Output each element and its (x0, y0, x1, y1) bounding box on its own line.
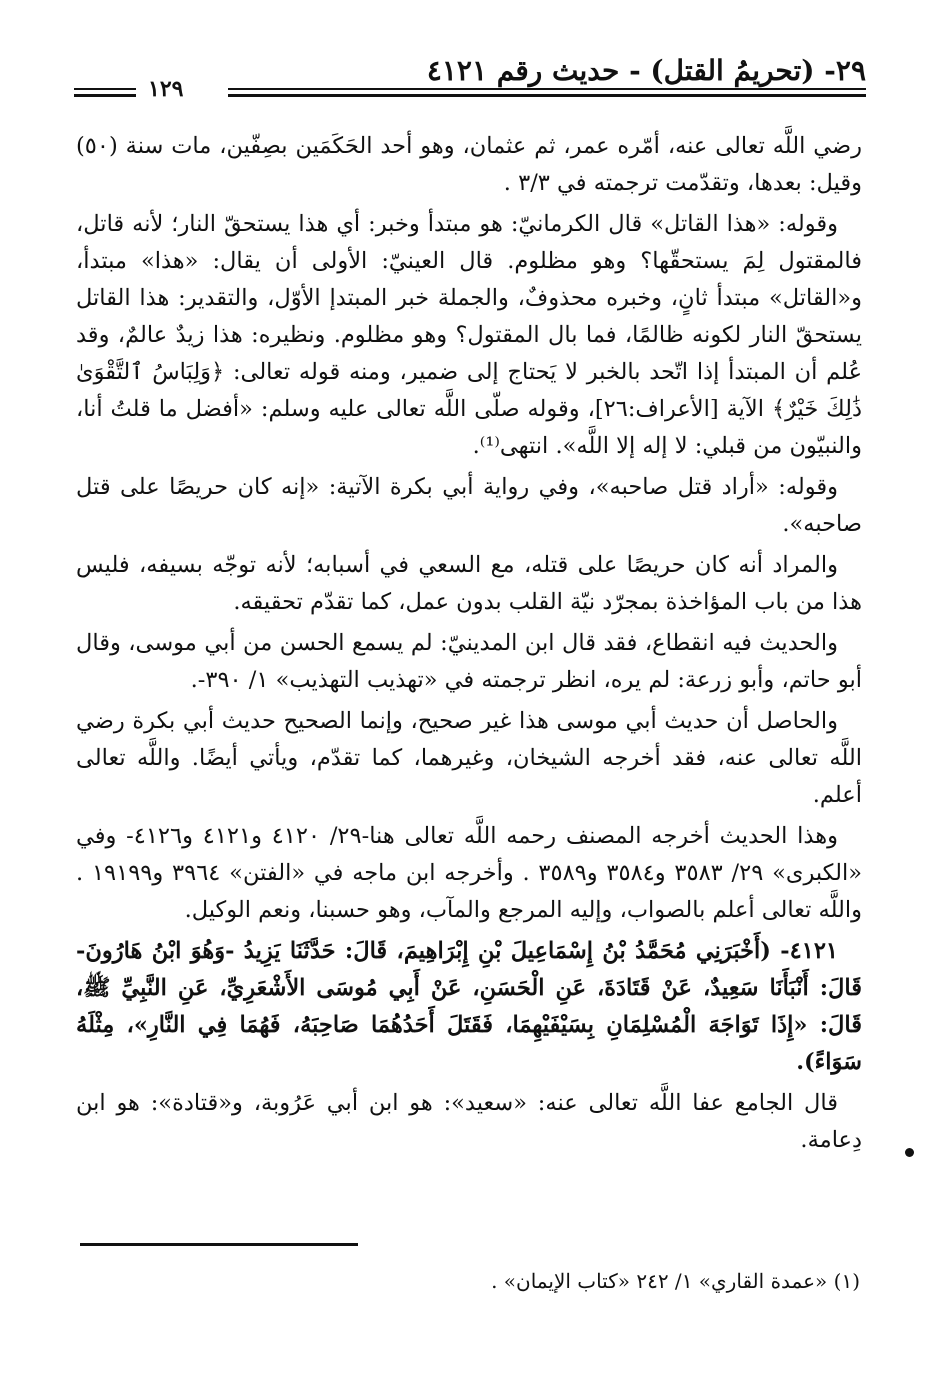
paragraph-sources: وهذا الحديث أخرجه المصنف رحمه اللَّه تعالى هنا-٢٩/ ٤١٢٠ و٤١٢١ و٤١٢٦- وفي «الكبرى» ٢٩/ ٣٥٨٣ و٣٥٨٤ و٣٥٨٩ . وأخرجه ابن ماجه في «الفتن» ٣٩٦٤ و١٩١٩٩ . واللَّه تعالى أعلم بالصواب، وإليه المرجع والمآب، وهو حسبنا، ونعم الوكيل. (76, 823, 862, 923)
footnote-separator (80, 1243, 358, 1246)
paragraph-meaning: والمراد أنه كان حريصًا على قتله، مع السعي في أسبابه؛ لأنه توجّه بسيفه، فليس هذا من باب المؤاخذة بمجرّد نيّة القلب بدون عمل، كما تقدّم تحقيقه. (76, 552, 862, 615)
paragraph-intent-note: وقوله: «أراد قتل صاحبه»، وفي رواية أبي بكرة الآتية: «إنه كان حريصًا على قتل صاحبه». (76, 474, 862, 537)
page-number: ١٢٩ (148, 76, 184, 102)
paragraph-compiler-note: قال الجامع عفا اللَّه تعالى عنه: «سعيد»: هو ابن أبي عَرُوبة، و«قتادة»: هو ابن دِعامة. (76, 1090, 862, 1153)
page-header (70, 52, 866, 100)
header-rule-short-thin (74, 88, 136, 90)
paragraph-narrator-bio: رضي اللَّه تعالى عنه، أمّره عمر، ثم عثمان، وهو أحد الحَكَمَين بصِفّين، مات سنة (٥٠) وقيل: بعدها، وتقدّمت ترجمته في ٣/٣ . (76, 133, 862, 196)
paragraph-conclusion: والحاصل أن حديث أبي موسى هذا غير صحيح، وإنما الصحيح حديث أبي بكرة رضي اللَّه تعالى عنه، فقد أخرجه الشيخان، وغيرهما، كما تقدّم، ويأتي أيضًا. واللَّه تعالى أعلم. (76, 708, 862, 808)
footnote: (١) «عمدة القاري» ١/ ٢٤٢ «كتاب الإيمان» . (491, 1269, 860, 1293)
header-rule-thick (228, 94, 866, 97)
running-title: ٢٩- (تحريمُ القتل) - حديث رقم ٤١٢١ (426, 54, 866, 87)
header-rule-thin (228, 88, 866, 90)
header-rule-short-thick (74, 94, 136, 97)
hadith-4121: ٤١٢١- (أَخْبَرَنِي مُحَمَّدُ بْنُ إِسْمَاعِيلَ بْنِ إِبْرَاهِيمَ، قَالَ: حَدَّثَنَا يَزِيدُ -وَهُوَ ابْنُ هَارُونَ- قَالَ: أَنْبَأَنَا سَعِيدٌ، عَنْ قَتَادَةَ، عَنِ الْحَسَنِ، عَنْ أَبِي مُوسَى الأَشْعَرِيِّ، عَنِ النَّبِيِّ ﷺ، قَالَ: «إِذَا تَوَاجَهَ الْمُسْلِمَانِ بِسَيْفَيْهِمَا، فَقَتَلَ أَحَدُهُمَا صَاحِبَهُ، فَهُمَا فِي النَّارِ»، مِثْلَهُ سَوَاءً). (76, 938, 862, 1075)
margin-bullet (905, 1148, 914, 1157)
paragraph-grammar-note: وقوله: «هذا القاتل» قال الكرمانيّ: هو مبتدأ وخبر: أي هذا يستحقّ النار؛ لأنه قاتل، فالمقتول لِمَ يستحقّها؟ وهو مظلوم. قال العينيّ: الأولى أن يقال: «هذا» مبتدأ، و«القاتل» مبتدأ ثانٍ، وخبره محذوفٌ، والجملة خبر المبتدإ الأوّل، والتقدير: هذا القاتل يستحقّ النار لكونه ظالمًا، فما بال المقتول؟ وهو مظلوم. ونظيره: هذا زيدٌ عالمٌ، وقد عُلم أن المبتدأ إذا اتّحد بالخبر لا يَحتاج إلى ضمير، ومنه قوله تعالى: ﴿وَلِبَاسُ ٱلتَّقْوَىٰ ذَٰلِكَ خَيْرٌ﴾ الآية [الأعراف:٢٦]، وقوله صلّى اللَّه تعالى عليه وسلم: «أفضل ما قلتُ أنا، والنبيّون من قبلي: لا إله إلا اللَّه». انتهى⁽¹⁾. (76, 211, 863, 459)
main-text (76, 128, 862, 1163)
paragraph-chain-break: والحديث فيه انقطاع، فقد قال ابن المدينيّ: لم يسمع الحسن من أبي موسى، وقال أبو حاتم، وأبو زرعة: لم يره، انظر ترجمته في «تهذيب التهذيب» ١/ ٣٩٠-. (76, 630, 862, 693)
